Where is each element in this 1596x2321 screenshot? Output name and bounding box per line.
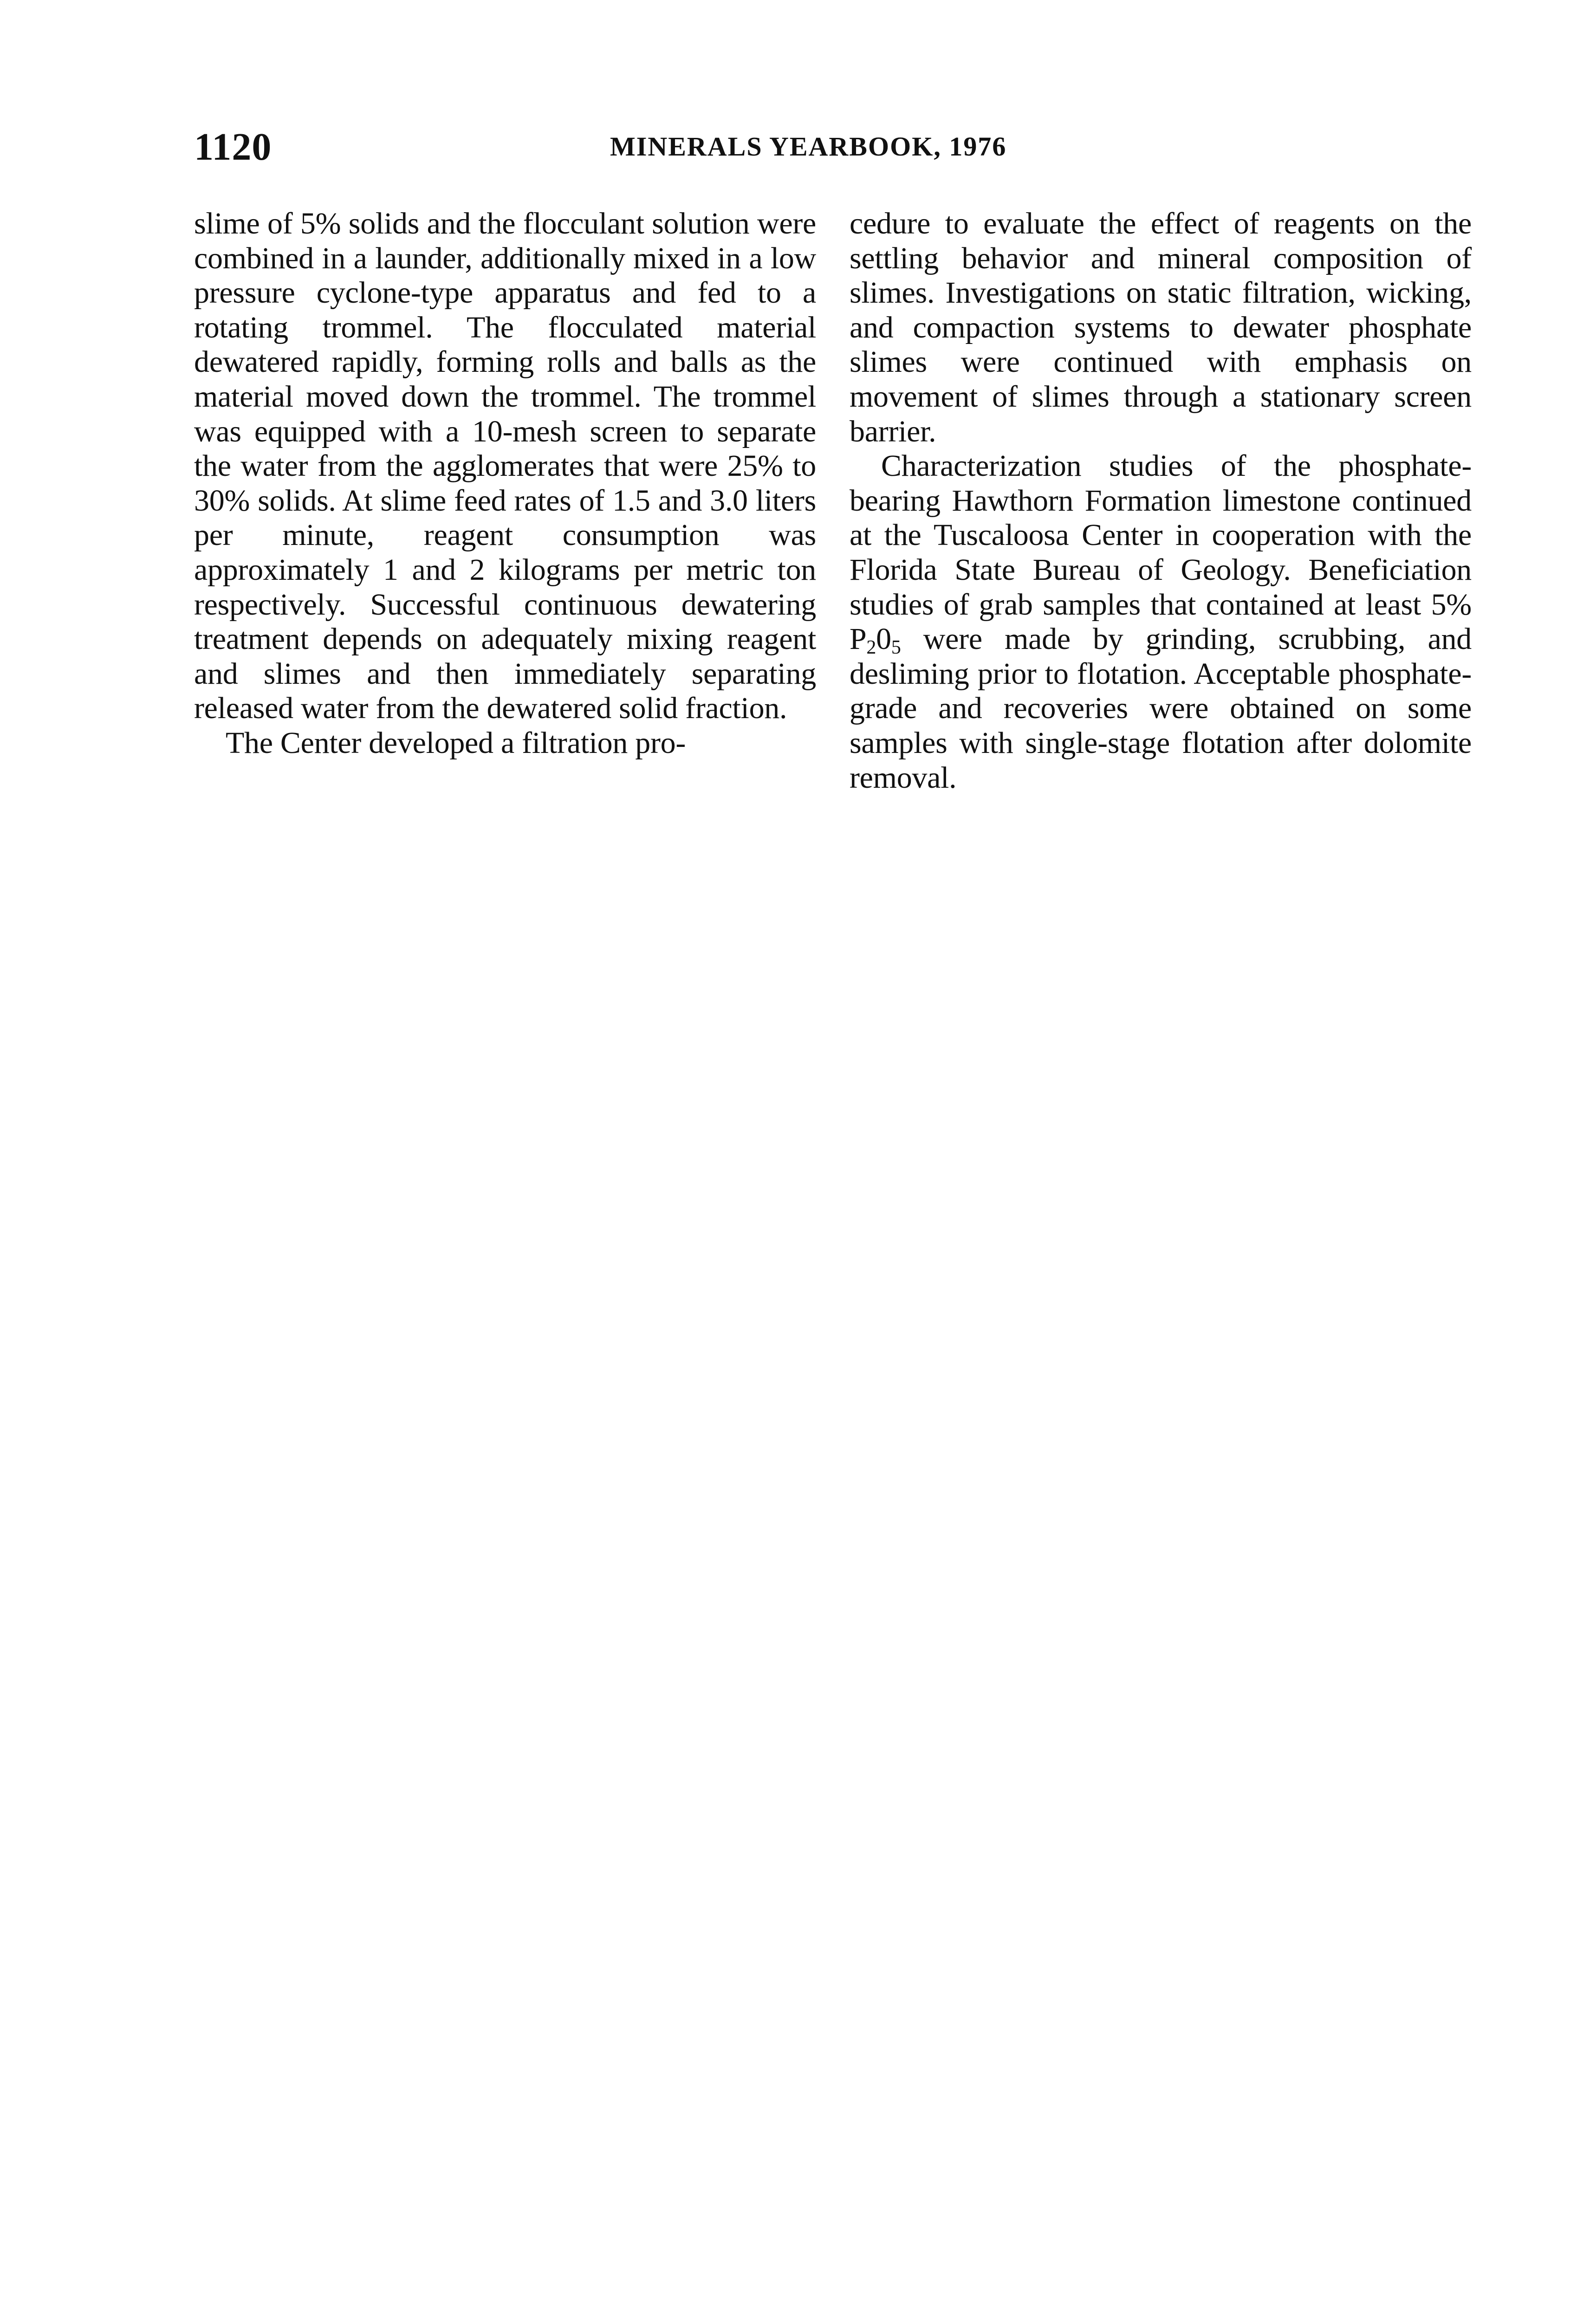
characterization-text-start: Characterization studies of the phosphate-bearing Hawthorn Formation limestone continued at the Tuscaloosa Center in cooperation with the Florida State Bureau of Geology. Beneficiation studies of grab samples that contained at least 5% P bbox=[850, 449, 1472, 656]
paragraph-slime-dewatering: slime of 5% solids and the flocculant solution were combined in a launder, additionally mixed in a low pressure cyclone-type apparatus and fed to a rotating trommel. The flocculated material dewatered rapidly, forming rolls and balls as the material moved down the trommel. The trommel was equipped with a 10-mesh screen to separate the water from the agglomerates that were 25% to 30% solids. At slime feed rates of 1.5 and 3.0 liters per minute, reagent consumption was approximately 1 and 2 kilograms per metric ton respectively. Successful continuous dewatering treatment depends on adequately mixing reagent and slimes and then immediately separating released water from the dewatered solid fraction. bbox=[194, 207, 816, 726]
page-number: 1120 bbox=[194, 125, 272, 169]
paragraph-filtration-continued: cedure to evaluate the effect of reagents on the settling behavior and mineral composition of slimes. Investigations on static filtration, wicking, and compaction systems to dewater phosphate slimes were continued with emphasis on movement of slimes through a stationary screen barrier. bbox=[850, 207, 1472, 448]
right-column bbox=[850, 207, 1472, 795]
formula-subscript-5: 5 bbox=[891, 637, 901, 659]
formula-subscript-2: 2 bbox=[866, 637, 876, 659]
paragraph-characterization bbox=[850, 449, 1472, 795]
page-header-title: MINERALS YEARBOOK, 1976 bbox=[610, 131, 1007, 162]
formula-oxygen: 0 bbox=[876, 622, 891, 656]
running-head bbox=[194, 124, 1062, 171]
paragraph-filtration-start: The Center developed a filtration pro- bbox=[226, 726, 686, 760]
characterization-text-end: were made by grinding, scrubbing, and desliming prior to flotation. Acceptable phosphate-grade and recoveries were obtained on some samples with single-stage flotation after dolomite removal. bbox=[850, 622, 1472, 795]
left-column bbox=[194, 207, 816, 761]
